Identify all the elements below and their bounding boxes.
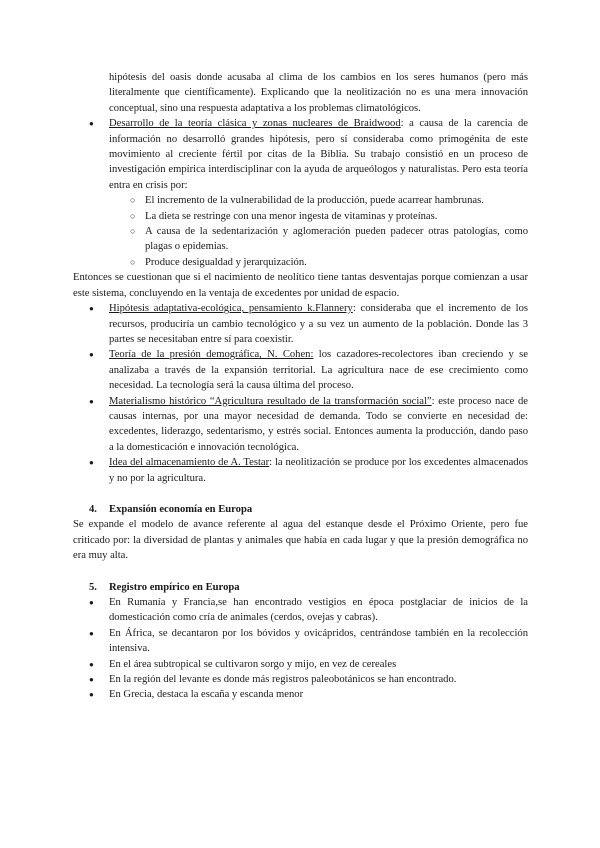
hypothesis-text: : este proceso nace de causas internas, por una mayor necesidad de demanda. Todo se convierte en necesidad de: excedentes, liderazgo, sedentarismo, y estrés social. Entonces aumenta la producción, dando paso a la domesticación e innovación tecnológica.: [109, 395, 528, 453]
section-5-item: ● En la región del levante es donde más registros paleobotánicos se han encontrado.: [73, 672, 528, 687]
hypothesis-title: Teoría de la presión demográfica, N. Cohen:: [109, 349, 314, 361]
crisis-item: ○ A causa de la sedentarización y aglomeración pueden padecer otras patologías, como plagas o epidemias.: [73, 224, 528, 255]
section-4-heading: [73, 502, 528, 517]
braidwood-list: [73, 116, 528, 270]
hypothesis-text: : consideraba que el incremento de los recursos, produciría un cambio tecnológico y a su vez un aumento de la población. Donde las 3 partes se necesitaban entre sí para coexistir.: [109, 303, 528, 345]
hypothesis-title: Materialismo histórico “Agricultura resultado de la transformación social”: [109, 395, 432, 407]
crisis-sublist: [73, 193, 528, 270]
section-5-item: ● En el área subtropical se cultivaron sorgo y mijo, en vez de cereales: [73, 657, 528, 672]
hypothesis-title: Hipótesis adaptativa-ecológica, pensamiento k.Flannery: [109, 303, 353, 315]
section-5-item: ● En Grecia, destaca la escaña y escanda menor: [73, 687, 528, 702]
hypothesis-item: [73, 394, 528, 456]
section-5-item: ● En África, se decantaron por los bóvidos y ovicápridos, centrándose también en la recolección intensiva.: [73, 626, 528, 657]
hypotheses-list: [73, 301, 528, 486]
section-4-text: Se expande el modelo de avance referente al agua del estanque desde el Próximo Oriente, pero fue criticado por: la diversidad de plantas y animales que había en cada lugar y que la presión demográfica no era muy alta.: [73, 519, 528, 562]
intro-continuation: hipótesis del oasis donde acusaba al clima de los cambios en los seres humanos (pero más literalmente que científicamente). Explicando que la neolitización no es una mera innovación conceptual, sino una respuesta adaptativa a los problemas climatológicos.: [109, 72, 528, 114]
section-4-title: Expansión economía en Europa: [109, 503, 253, 515]
section-5-item: ● En Rumanía y Francia,se han encontrado vestigios en época postglaciar de inicios de la domesticación como cría de animales (cerdos, ovejas y cabras).: [73, 595, 528, 626]
braidwood-text: : a causa de la carencia de información no desarrolló grandes hipótesis, pero sí consideraba como primogénita de este movimiento al creciente fértil por citas de la Biblia. Su trabajo consistió en un proceso de investigación empírica interdisciplinar con la ayuda de arqueólogos y naturalistas. Pero esta teoría entra en crisis por:: [109, 118, 528, 191]
hypothesis-text: los cazadores-recolectores iban creciendo y se analizaba a través de la expansión territorial. La agricultura nace de ese crecimiento como necesidad. La tecnología será la causa última del proceso.: [109, 349, 528, 392]
section-4-number: 4.: [89, 503, 97, 515]
hypothesis-text: : la neolitización se produce por los excedentes almacenados y no por la agricultura.: [109, 457, 529, 484]
crisis-item: ○ La dieta se restringe con una menor ingesta de vitaminas y proteínas.: [73, 209, 528, 224]
crisis-item: ○ Produce desigualdad y jerarquización.: [73, 255, 528, 270]
section-5-number: 5.: [89, 581, 97, 593]
document-page: [73, 70, 528, 703]
hypothesis-item: [73, 301, 528, 347]
section-5-list: [73, 595, 528, 703]
hypothesis-title: Idea del almacenamiento de A. Testar: [109, 457, 270, 469]
section-5-title: Registro empírico en Europa: [109, 581, 240, 593]
hypothesis-item: [73, 347, 528, 393]
crisis-item: ○ El incremento de la vulnerabilidad de la producción, puede acarrear hambrunas.: [73, 193, 528, 208]
section-5-heading: [73, 580, 528, 595]
braidwood-title: Desarrollo de la teoría clásica y zonas nucleares de Braidwood: [109, 118, 401, 130]
hypothesis-item: [73, 455, 528, 486]
braidwood-item: [73, 116, 528, 270]
question-paragraph: Entonces se cuestionan que si el nacimiento de neolítico tiene tantas desventajas porque comienzan a usar este sistema, concluyendo en la ventaja de excedentes por unidad de espacio.: [73, 272, 528, 299]
